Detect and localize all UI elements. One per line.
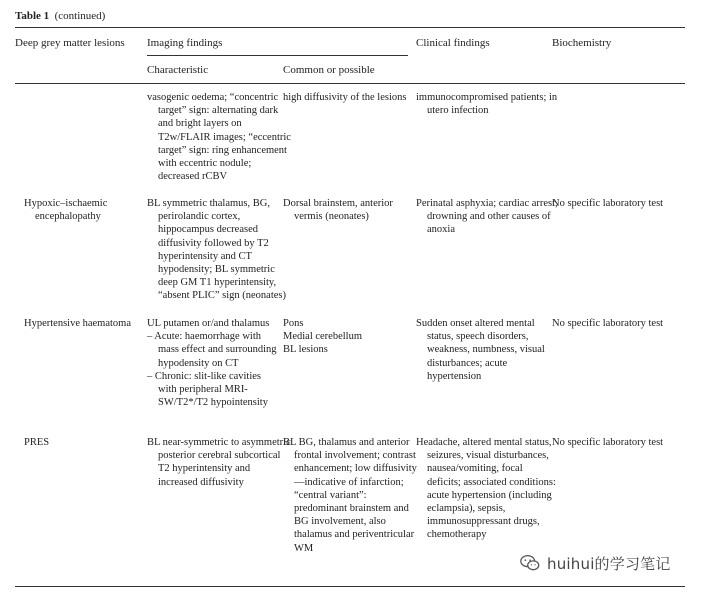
row-2-characteristic-chronic: – Chronic: slit-like cavities with peripheral MRI-SW/T2*/T2 hypointensity xyxy=(147,370,268,409)
row-2-biochemistry: No specific laboratory test xyxy=(552,318,664,329)
row-0-clinical: immunocompromised patients; in utero infection xyxy=(416,92,558,117)
row-3-name: PRES xyxy=(24,437,50,448)
header-bottom-rule xyxy=(15,83,685,84)
row-2-clinical: Sudden onset altered mental status, speech disorders, weakness, numbness, visual disturbances; acute hypertension xyxy=(416,318,545,382)
header-biochemistry: Biochemistry xyxy=(552,37,612,49)
table-caption xyxy=(15,10,105,22)
row-0-characteristic: vasogenic oedema; “concentric target” sign: alternating dark and bright layers on T2w/FLAIR images; “eccentric target” sign: ring enhancement with eccentric nodule; decreased rCBV xyxy=(147,92,291,183)
top-rule xyxy=(15,27,685,28)
row-2-common-line: BL lesions xyxy=(283,344,328,356)
row-2-characteristic xyxy=(147,317,281,409)
row-1-characteristic: BL symmetric thalamus, BG, perirolandic cortex, hippocampus decreased diffusivity followed by T2 hyperintensity and CT hypodensity; BL symmetric deep GM T1 hyperintensity, “absent PLIC” sign (neonates) xyxy=(147,198,287,302)
row-2-characteristic-acute: – Acute: haemorrhage with mass effect and surrounding hypodensity on CT xyxy=(147,331,277,369)
row-1-biochemistry: No specific laboratory test xyxy=(552,198,664,209)
wechat-logo-icon xyxy=(519,552,541,574)
row-3-biochemistry: No specific laboratory test xyxy=(552,437,664,448)
bottom-rule xyxy=(15,586,685,587)
row-2-characteristic-line: UL putamen or/and thalamus xyxy=(147,318,270,329)
watermark xyxy=(519,550,719,576)
header-common-possible: Common or possible xyxy=(283,64,375,76)
row-0-common: high diffusivity of the lesions xyxy=(283,92,407,103)
header-characteristic: Characteristic xyxy=(147,64,209,76)
row-3-characteristic: BL near-symmetric to asymmetric posterior cerebral subcortical T2 hyperintensity and increased diffusivity xyxy=(147,437,291,488)
watermark-text: huihui的学习笔记 xyxy=(547,554,671,573)
row-2-name: Hypertensive haematoma xyxy=(24,318,131,329)
row-1-common: Dorsal brainstem, anterior vermis (neonates) xyxy=(283,198,393,223)
row-1-clinical: Perinatal asphyxia; cardiac arrest, drowning and other causes of anoxia xyxy=(416,198,558,236)
header-imaging-findings: Imaging findings xyxy=(147,37,223,49)
header-clinical-findings: Clinical findings xyxy=(416,37,490,49)
row-3-common: BL BG, thalamus and anterior frontal involvement; contrast enhancement; low diffusivity—indicative of infarction; “central variant”: predominant brainstem and BG involvement, also thalamus and periventricular WM xyxy=(283,437,417,554)
table-caption-label: Table 1 xyxy=(15,10,50,22)
header-deep-grey: Deep grey matter lesions xyxy=(15,37,125,49)
row-2-common xyxy=(283,317,411,357)
row-3-clinical: Headache, altered mental status, seizures, visual disturbances, nausea/vomiting, focal deficits; associated conditions: acute hypertension (including eclampsia), sepsis, immunosuppressant drugs, chemotherapy xyxy=(416,437,556,541)
imaging-subheader-rule xyxy=(147,55,408,56)
table-caption-suffix: (continued) xyxy=(54,10,106,22)
row-2-common-line: Medial cerebellum xyxy=(283,331,363,343)
row-2-common-line: Pons xyxy=(283,318,304,329)
row-1-name: Hypoxic–ischaemic encephalopathy xyxy=(24,198,108,223)
